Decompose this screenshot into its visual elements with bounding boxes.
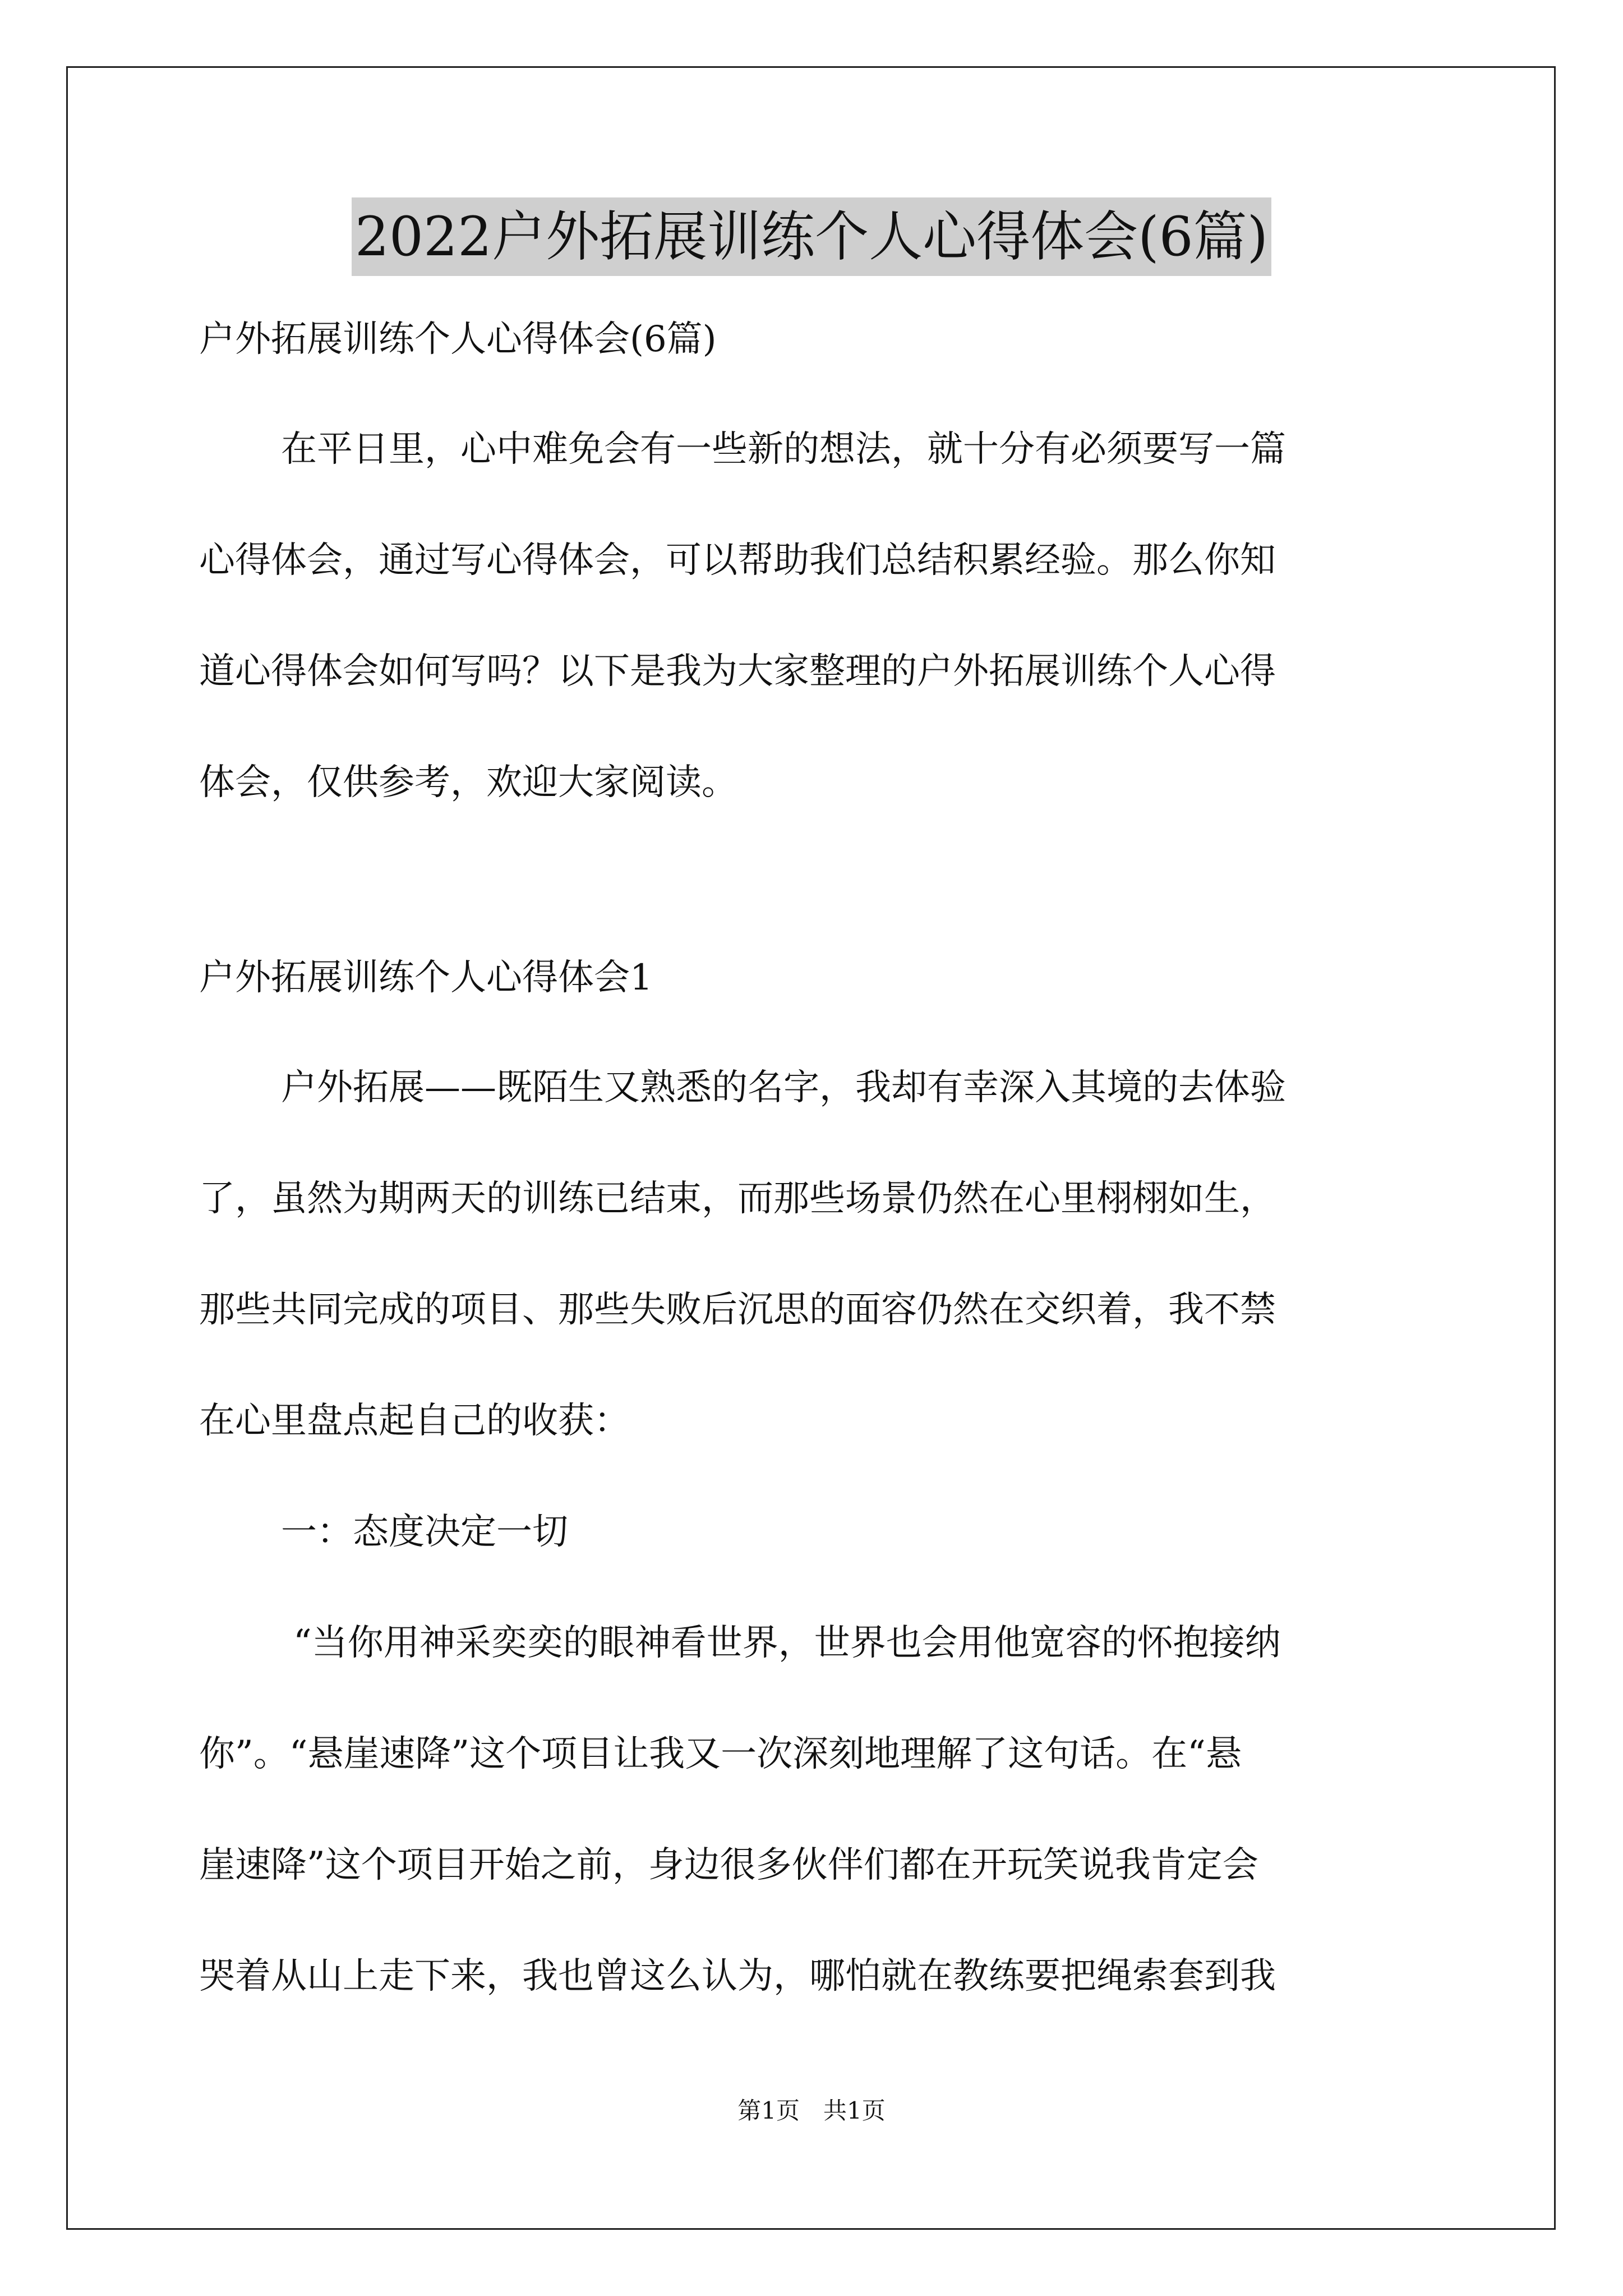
- title-wrapper: [0, 197, 1623, 276]
- section-line: 那些共同完成的项目、那些失败后沉思的面容仍然在交织着，我不禁: [199, 1289, 1276, 1331]
- section-heading: 户外拓展训练个人心得体会1: [199, 957, 653, 999]
- quote-line: 你”。“悬崖速降”这个项目让我又一次深刻地理解了这句话。在“悬: [199, 1733, 1242, 1775]
- point-heading: 一：态度决定一切: [281, 1511, 568, 1553]
- quote-line: 哭着从山上走下来，我也曾这么认为，哪怕就在教练要把绳索套到我: [199, 1955, 1276, 1997]
- section-line: 了，虽然为期两天的训练已结束，而那些场景仍然在心里栩栩如生，: [199, 1178, 1276, 1220]
- intro-line: 心得体会，通过写心得体会，可以帮助我们总结积累经验。那么你知: [199, 540, 1276, 581]
- section-line: 在心里盘点起自己的收获：: [199, 1400, 630, 1442]
- intro-line: 体会，仅供参考，欢迎大家阅读。: [199, 762, 737, 803]
- quote-line: “当你用神采奕奕的眼神看世界，世界也会用他宽容的怀抱接纳: [293, 1622, 1281, 1664]
- document-subtitle: 户外拓展训练个人心得体会(6篇): [199, 319, 717, 360]
- intro-line: 道心得体会如何写吗？以下是我为大家整理的户外拓展训练个人心得: [199, 651, 1276, 692]
- intro-line: 在平日里，心中难免会有一些新的想法，就十分有必须要写一篇: [281, 429, 1286, 470]
- document-title: 2022户外拓展训练个人心得体会(6篇): [352, 197, 1271, 276]
- document-body: [199, 314, 1427, 2062]
- section-line: 户外拓展——既陌生又熟悉的名字，我却有幸深入其境的去体验: [281, 1067, 1286, 1108]
- page-footer: 第1页 共1页: [737, 2097, 886, 2124]
- quote-line: 崖速降”这个项目开始之前，身边很多伙伴们都在开玩笑说我肯定会: [199, 1844, 1258, 1886]
